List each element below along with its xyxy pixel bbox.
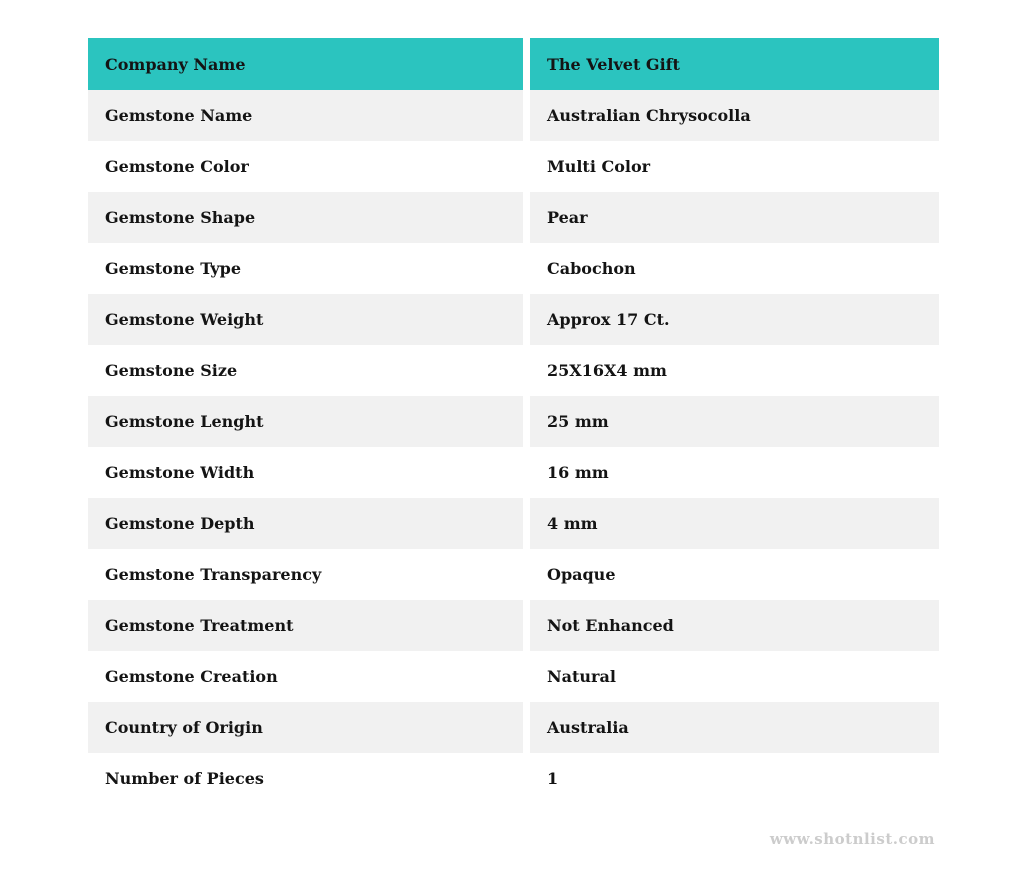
row-label: Gemstone Transparency: [88, 549, 523, 600]
row-value: Multi Color: [530, 141, 939, 192]
table-row: [88, 243, 939, 294]
table-row: [88, 600, 939, 651]
table-row: [88, 447, 939, 498]
column-divider: [523, 651, 530, 702]
row-label: Number of Pieces: [88, 753, 523, 804]
row-label: Gemstone Creation: [88, 651, 523, 702]
column-divider: [523, 294, 530, 345]
row-label: Country of Origin: [88, 702, 523, 753]
row-value: 1: [530, 753, 939, 804]
row-label: Gemstone Color: [88, 141, 523, 192]
row-label: Gemstone Shape: [88, 192, 523, 243]
row-value: 4 mm: [530, 498, 939, 549]
row-label: Gemstone Weight: [88, 294, 523, 345]
row-value: Opaque: [530, 549, 939, 600]
column-divider: [523, 600, 530, 651]
row-value: Not Enhanced: [530, 600, 939, 651]
row-label: Gemstone Size: [88, 345, 523, 396]
table-body: [88, 90, 939, 804]
column-divider: [523, 498, 530, 549]
row-value: Cabochon: [530, 243, 939, 294]
table-row: [88, 498, 939, 549]
row-value: Australian Chrysocolla: [530, 90, 939, 141]
table-row: [88, 651, 939, 702]
row-value: 25X16X4 mm: [530, 345, 939, 396]
column-divider: [523, 243, 530, 294]
table-row: [88, 90, 939, 141]
column-divider: [523, 90, 530, 141]
column-divider: [523, 141, 530, 192]
column-divider: [523, 192, 530, 243]
row-label: Gemstone Depth: [88, 498, 523, 549]
column-divider: [523, 447, 530, 498]
column-divider: [523, 345, 530, 396]
column-divider: [523, 549, 530, 600]
table-header-row: [88, 38, 939, 90]
row-value: Natural: [530, 651, 939, 702]
table-row: [88, 141, 939, 192]
row-label: Gemstone Type: [88, 243, 523, 294]
header-value-company-name: The Velvet Gift: [530, 38, 939, 90]
row-value: 25 mm: [530, 396, 939, 447]
table-row: [88, 396, 939, 447]
row-value: Australia: [530, 702, 939, 753]
row-label: Gemstone Treatment: [88, 600, 523, 651]
site-watermark: www.shotnlist.com: [769, 830, 935, 848]
row-label: Gemstone Lenght: [88, 396, 523, 447]
row-label: Gemstone Width: [88, 447, 523, 498]
gemstone-spec-table: [88, 38, 939, 804]
table-row: [88, 294, 939, 345]
column-divider: [523, 38, 530, 90]
table-row: [88, 192, 939, 243]
table-row: [88, 549, 939, 600]
column-divider: [523, 753, 530, 804]
row-value: 16 mm: [530, 447, 939, 498]
table-row: [88, 345, 939, 396]
table-row: [88, 702, 939, 753]
header-label-company-name: Company Name: [88, 38, 523, 90]
table-row: [88, 753, 939, 804]
row-value: Pear: [530, 192, 939, 243]
column-divider: [523, 396, 530, 447]
row-label: Gemstone Name: [88, 90, 523, 141]
column-divider: [523, 702, 530, 753]
row-value: Approx 17 Ct.: [530, 294, 939, 345]
